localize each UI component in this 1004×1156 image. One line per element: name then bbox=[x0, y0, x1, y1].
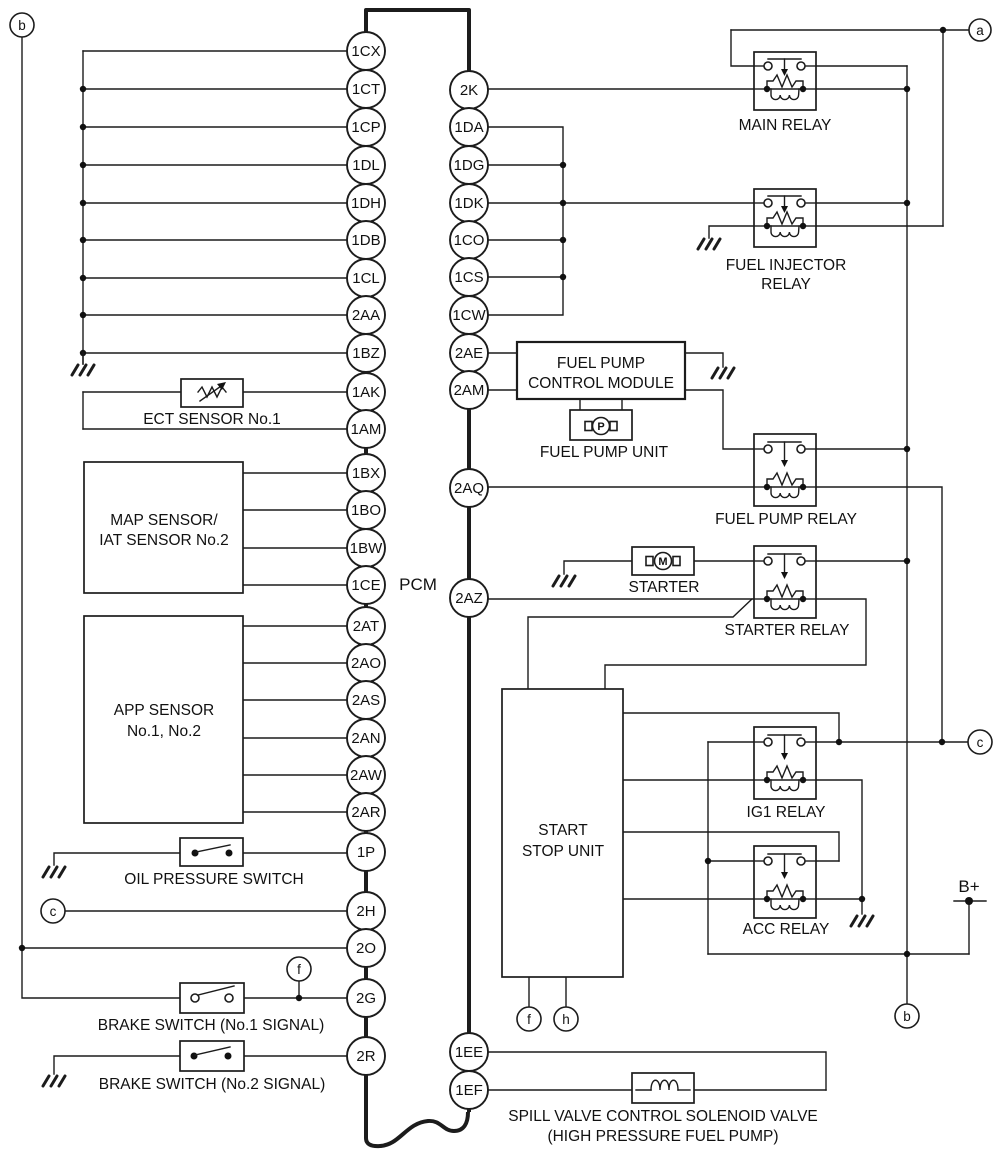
pin-1ce bbox=[347, 566, 385, 604]
pin-2as bbox=[347, 681, 385, 719]
pin-1ef bbox=[450, 1071, 488, 1109]
app-sensor bbox=[84, 616, 243, 823]
svg-text:2AN: 2AN bbox=[351, 730, 381, 747]
relay-icon bbox=[754, 434, 816, 506]
fuel-pump-unit bbox=[540, 410, 669, 461]
brake-switch-2 bbox=[99, 1041, 326, 1093]
svg-text:1EE: 1EE bbox=[454, 1044, 484, 1061]
fpcm-label-line1: FUEL PUMP bbox=[556, 355, 646, 372]
svg-text:c: c bbox=[976, 735, 984, 750]
ground-icon-oil-pressure-switch bbox=[43, 867, 65, 877]
svg-text:1P: 1P bbox=[356, 844, 376, 861]
pin-2an bbox=[347, 719, 385, 757]
pin-1am bbox=[347, 410, 385, 448]
app-sensor-label-line2: No.1, No.2 bbox=[126, 723, 202, 740]
fuel-pump-relay bbox=[715, 434, 857, 528]
main-relay-label: MAIN RELAY bbox=[738, 117, 832, 134]
pin-1da bbox=[450, 108, 488, 146]
fuel-pump-control-module bbox=[517, 342, 685, 399]
pcm-label: PCM bbox=[399, 575, 437, 594]
svg-text:2AQ: 2AQ bbox=[453, 480, 485, 497]
pin-2ao bbox=[347, 644, 385, 682]
connector-c-right bbox=[968, 730, 992, 754]
svg-text:2G: 2G bbox=[355, 990, 377, 1007]
svg-text:1AK: 1AK bbox=[351, 384, 381, 401]
brake-switch-2-label: BRAKE SWITCH (No.2 SIGNAL) bbox=[98, 1076, 326, 1093]
relay-icon bbox=[754, 52, 816, 110]
pin-1ct bbox=[347, 70, 385, 108]
pin-2aa bbox=[347, 296, 385, 334]
pump-symbol-letter: P bbox=[597, 421, 605, 433]
pin-2aw bbox=[347, 756, 385, 794]
svg-text:2AT: 2AT bbox=[352, 618, 380, 635]
svg-text:1CW: 1CW bbox=[452, 307, 486, 324]
motor-symbol-letter: M bbox=[658, 556, 668, 568]
acc-relay-label: ACC RELAY bbox=[742, 921, 830, 938]
svg-text:2R: 2R bbox=[356, 1048, 376, 1065]
pin-1dl bbox=[347, 146, 385, 184]
ground-icon-pcm-left bbox=[72, 365, 94, 375]
ground-icon-acc-relay bbox=[851, 916, 873, 926]
svg-text:f: f bbox=[297, 962, 301, 977]
pcm-pins-left bbox=[347, 32, 385, 1075]
pin-1p bbox=[347, 833, 385, 871]
ground-icon-brake-switch-2 bbox=[43, 1076, 65, 1086]
relay-icon bbox=[754, 189, 816, 247]
svg-text:2O: 2O bbox=[355, 940, 377, 957]
connector-h-bottom bbox=[554, 1007, 578, 1031]
svg-text:2K: 2K bbox=[459, 82, 479, 99]
connector-a-top-right bbox=[969, 19, 991, 41]
starter-relay bbox=[725, 546, 850, 639]
fuel-injector-relay-label-line1: FUEL INJECTOR bbox=[725, 257, 847, 274]
svg-text:1BZ: 1BZ bbox=[352, 345, 380, 362]
oil-pressure-switch bbox=[124, 838, 303, 888]
fuel-injector-relay-label-line2: RELAY bbox=[761, 276, 811, 293]
pin-1co bbox=[450, 221, 488, 259]
svg-text:2AE: 2AE bbox=[454, 345, 484, 362]
svg-text:2AA: 2AA bbox=[351, 307, 381, 324]
svg-text:2AS: 2AS bbox=[351, 692, 381, 709]
svg-text:1BW: 1BW bbox=[349, 540, 383, 557]
brake-switch-1 bbox=[98, 983, 325, 1034]
pin-1bz bbox=[347, 334, 385, 372]
fuel-pump-unit-label: FUEL PUMP UNIT bbox=[539, 444, 669, 461]
svg-text:f: f bbox=[527, 1012, 531, 1027]
main-relay bbox=[739, 52, 832, 134]
starter-relay-label: STARTER RELAY bbox=[724, 622, 850, 639]
svg-text:1CE: 1CE bbox=[351, 577, 381, 594]
ground-icon-fuel-pump-control-module bbox=[712, 368, 734, 378]
svg-text:1DA: 1DA bbox=[454, 119, 484, 136]
svg-text:a: a bbox=[976, 23, 984, 38]
connector-b-top-left bbox=[10, 13, 34, 37]
pin-1dk bbox=[450, 184, 488, 222]
pin-2ar bbox=[347, 793, 385, 831]
svg-text:h: h bbox=[562, 1012, 570, 1027]
svg-text:1CT: 1CT bbox=[351, 81, 381, 98]
ground-icon-fuel-injector-relay bbox=[698, 239, 720, 249]
fpcm-label-line2: CONTROL MODULE bbox=[528, 375, 674, 392]
pin-1dh bbox=[347, 184, 385, 222]
pin-2am bbox=[450, 371, 488, 409]
pin-1bx bbox=[347, 454, 385, 492]
connector-f-top bbox=[287, 957, 311, 981]
pin-1bo bbox=[347, 491, 385, 529]
start-stop-unit-label-line2: STOP UNIT bbox=[521, 843, 605, 860]
svg-text:2AM: 2AM bbox=[453, 382, 485, 399]
svg-text:2AW: 2AW bbox=[350, 767, 382, 784]
svg-text:2AZ: 2AZ bbox=[455, 590, 483, 607]
spill-valve-solenoid bbox=[508, 1073, 818, 1145]
svg-text:b: b bbox=[18, 18, 26, 33]
pin-1dg bbox=[450, 146, 488, 184]
pin-2az bbox=[450, 579, 488, 617]
pin-2r bbox=[347, 1037, 385, 1075]
pin-1bw bbox=[347, 529, 385, 567]
connector-c-left bbox=[41, 899, 65, 923]
spill-valve-label-line2: (HIGH PRESSURE FUEL PUMP) bbox=[547, 1128, 779, 1145]
ect-sensor bbox=[143, 379, 281, 428]
oil-pressure-switch-label: OIL PRESSURE SWITCH bbox=[124, 871, 304, 888]
ground-icon-starter bbox=[553, 576, 575, 586]
ig1-relay-label: IG1 RELAY bbox=[746, 804, 826, 821]
pin-1cx bbox=[347, 32, 385, 70]
svg-text:1DG: 1DG bbox=[453, 157, 485, 174]
relay-icon bbox=[754, 546, 816, 618]
pin-1ak bbox=[347, 373, 385, 411]
brake-switch-1-label: BRAKE SWITCH (No.1 SIGNAL) bbox=[97, 1017, 325, 1034]
svg-text:1DH: 1DH bbox=[350, 195, 382, 212]
svg-text:1CP: 1CP bbox=[351, 119, 381, 136]
svg-text:1CX: 1CX bbox=[351, 43, 381, 60]
svg-text:1CO: 1CO bbox=[453, 232, 485, 249]
bus-break-squiggle bbox=[366, 1112, 468, 1146]
pin-1cl bbox=[347, 259, 385, 297]
svg-text:1DL: 1DL bbox=[352, 157, 380, 174]
pin-1cp bbox=[347, 108, 385, 146]
ect-sensor-label: ECT SENSOR No.1 bbox=[143, 411, 281, 428]
svg-text:1AM: 1AM bbox=[350, 421, 382, 438]
start-stop-unit-label-line1: START bbox=[538, 822, 588, 839]
svg-text:2AR: 2AR bbox=[351, 804, 381, 821]
svg-text:c: c bbox=[49, 904, 57, 919]
map-sensor-label-line1: MAP SENSOR/ bbox=[110, 512, 218, 529]
pin-2g bbox=[347, 979, 385, 1017]
app-sensor-label-line1: APP SENSOR bbox=[113, 702, 215, 719]
svg-text:2AO: 2AO bbox=[350, 655, 382, 672]
pin-2aq bbox=[450, 469, 488, 507]
acc-relay bbox=[743, 846, 830, 938]
map-sensor-label-line2: IAT SENSOR No.2 bbox=[99, 532, 229, 549]
svg-text:1CS: 1CS bbox=[454, 269, 484, 286]
relay-icon bbox=[754, 727, 816, 799]
pin-1cs bbox=[450, 258, 488, 296]
pin-1cw bbox=[450, 296, 488, 334]
svg-text:1DK: 1DK bbox=[454, 195, 484, 212]
svg-text:1CL: 1CL bbox=[352, 270, 380, 287]
pin-2k bbox=[450, 71, 488, 109]
battery-b-plus-label: B+ bbox=[958, 877, 980, 896]
pin-1db bbox=[347, 221, 385, 259]
connector-f-bottom bbox=[517, 1007, 541, 1031]
svg-text:1EF: 1EF bbox=[455, 1082, 483, 1099]
pin-2at bbox=[347, 607, 385, 645]
starter bbox=[629, 547, 700, 596]
ig1-relay bbox=[747, 727, 826, 821]
relay-icon bbox=[754, 846, 816, 918]
svg-text:b: b bbox=[903, 1009, 911, 1024]
svg-text:1BO: 1BO bbox=[350, 502, 382, 519]
pin-2h bbox=[347, 892, 385, 930]
svg-text:1BX: 1BX bbox=[351, 465, 381, 482]
map-iat-sensor bbox=[84, 462, 243, 593]
pin-2ae bbox=[450, 334, 488, 372]
fuel-pump-relay-label: FUEL PUMP RELAY bbox=[715, 511, 857, 528]
pin-2o bbox=[347, 929, 385, 967]
battery-terminal-dot bbox=[965, 897, 973, 905]
svg-text:2H: 2H bbox=[356, 903, 376, 920]
fuel-injector-relay bbox=[726, 189, 847, 293]
starter-label: STARTER bbox=[628, 579, 700, 596]
connector-b-bottom bbox=[895, 1004, 919, 1028]
pin-1ee bbox=[450, 1033, 488, 1071]
svg-text:1DB: 1DB bbox=[351, 232, 381, 249]
spill-valve-label-line1: SPILL VALVE CONTROL SOLENOID VALVE bbox=[508, 1108, 818, 1125]
start-stop-unit bbox=[502, 689, 623, 977]
